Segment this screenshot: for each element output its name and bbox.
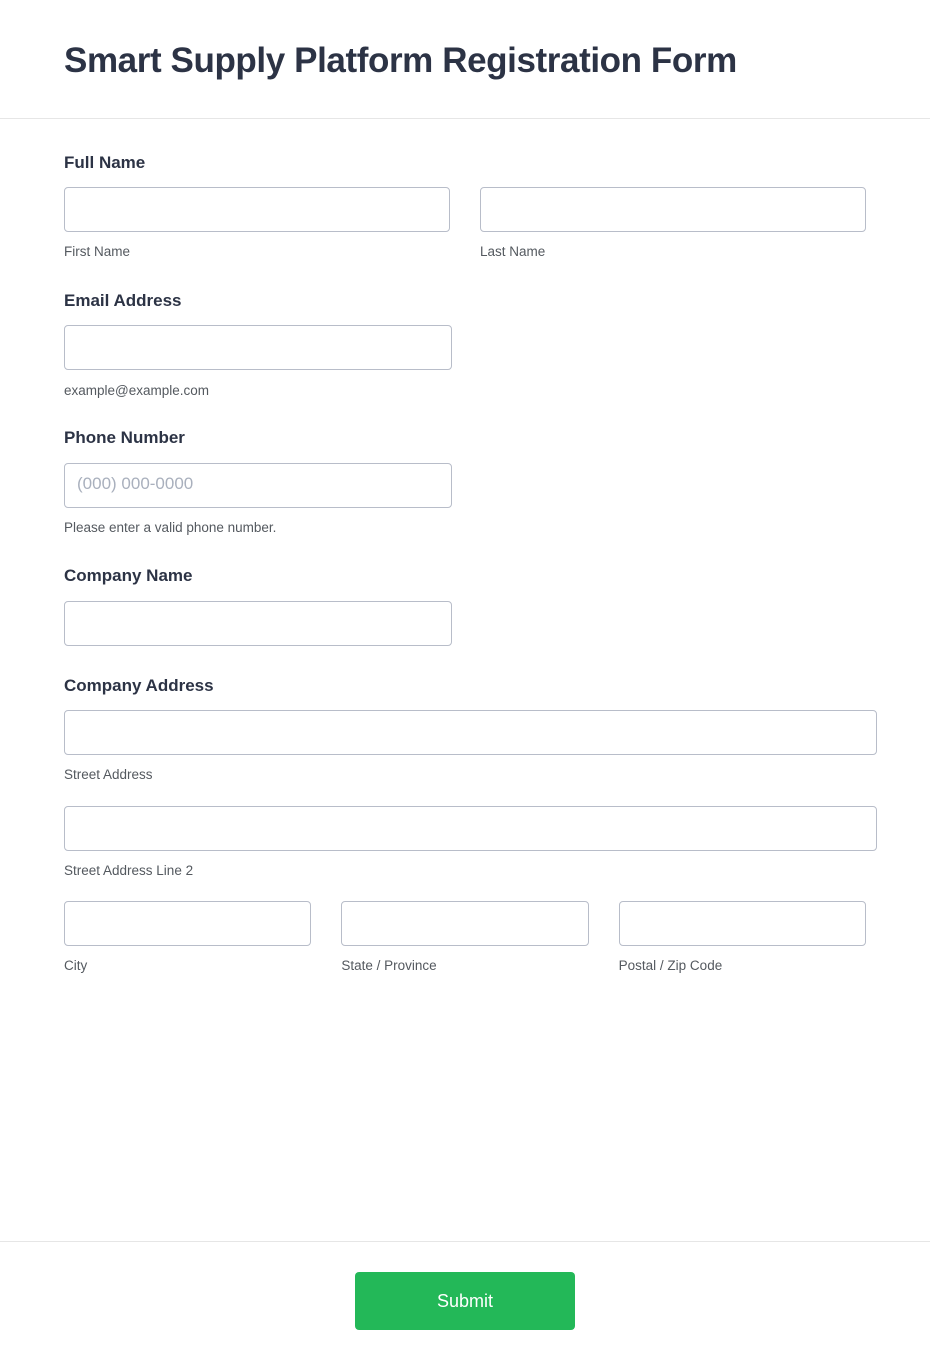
postal-cell <box>619 901 866 975</box>
state-input[interactable] <box>341 901 588 946</box>
state-sublabel: State / Province <box>341 958 437 974</box>
submit-button[interactable]: Submit <box>355 1272 575 1330</box>
form-header <box>0 0 930 119</box>
city-input[interactable] <box>64 901 311 946</box>
last-name-sublabel: Last Name <box>480 244 546 260</box>
email-sublabel: example@example.com <box>64 383 210 399</box>
postal-code-input[interactable] <box>619 901 866 946</box>
field-label-full-name: Full Name <box>64 153 146 172</box>
street-address-cell <box>64 710 877 784</box>
phone-cell <box>64 463 452 537</box>
first-name-input[interactable] <box>64 187 450 232</box>
email-cell <box>64 325 452 398</box>
field-label-company-address: Company Address <box>64 675 214 695</box>
full-name-input-row <box>64 187 866 261</box>
city-sublabel: City <box>64 958 88 974</box>
field-email-address <box>64 291 866 398</box>
last-name-cell <box>480 187 866 261</box>
field-company-name <box>64 566 866 645</box>
phone-input[interactable] <box>64 463 452 508</box>
street-address-line2-input[interactable] <box>64 806 877 851</box>
company-name-input[interactable] <box>64 601 452 646</box>
first-name-sublabel: First Name <box>64 244 131 260</box>
company-name-cell <box>64 601 452 646</box>
phone-sublabel: Please enter a valid phone number. <box>64 519 277 535</box>
postal-code-sublabel: Postal / Zip Code <box>618 958 723 974</box>
field-label-phone: Phone Number <box>64 428 185 448</box>
street-address-sublabel: Street Address <box>64 767 153 783</box>
last-name-input[interactable] <box>480 187 866 232</box>
field-label-email: Email Address <box>64 290 182 310</box>
form-footer <box>0 1241 930 1370</box>
field-company-address <box>64 676 866 975</box>
state-cell <box>341 901 588 975</box>
city-state-postal-row <box>64 901 866 975</box>
field-label-company-name: Company Name <box>64 566 193 586</box>
form-body <box>0 119 930 1241</box>
street-address-input[interactable] <box>64 710 877 755</box>
city-cell <box>64 901 311 975</box>
field-phone-number <box>64 428 866 536</box>
street-address-line2-sublabel: Street Address Line 2 <box>64 862 194 878</box>
first-name-cell <box>64 187 450 261</box>
email-input[interactable] <box>64 325 452 370</box>
page-title: Smart Supply Platform Registration Form <box>64 41 737 80</box>
field-full-name <box>64 153 866 261</box>
street-address-line2-cell <box>64 806 877 880</box>
